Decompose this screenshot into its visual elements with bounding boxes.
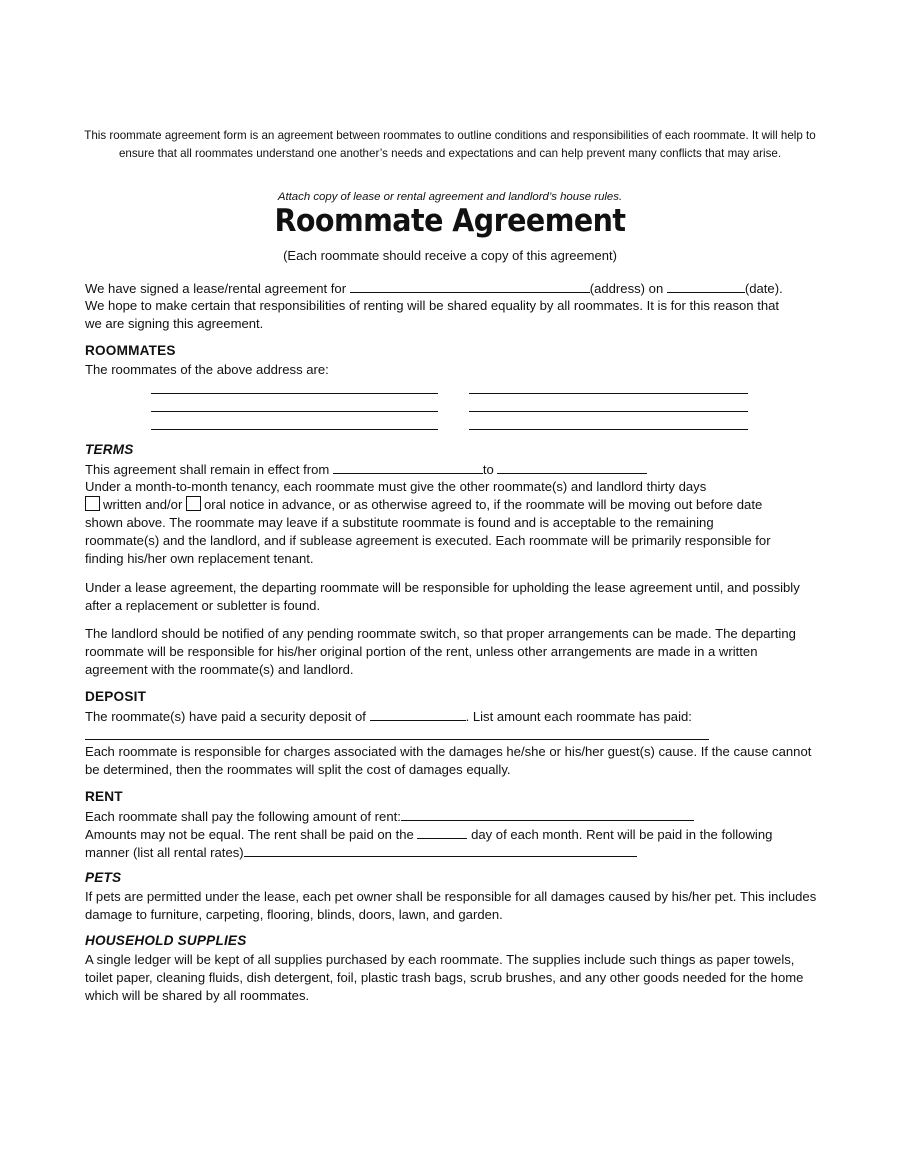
rent-text: manner (list all rental rates) xyxy=(85,845,244,860)
terms-text: to xyxy=(482,462,494,477)
roommate-name-field[interactable] xyxy=(469,411,748,412)
roommate-name-field[interactable] xyxy=(469,393,748,394)
deposit-amount-field[interactable] xyxy=(370,707,466,721)
roommate-name-field[interactable] xyxy=(151,429,438,430)
opening-text: (address) on xyxy=(589,281,664,296)
deposit-line-1 xyxy=(85,707,820,726)
opening-line-1 xyxy=(85,279,820,298)
roommates-text: The roommates of the above address are: xyxy=(85,362,329,377)
terms-paragraph-3: The landlord should be notified of any pending roommate switch, so that proper arrangements can be made. The departing roommate will be responsible for his/her original portion of the rent, unless other arrangements are made in a written agreement with the roommate(s) and landlord. xyxy=(85,626,796,677)
terms-line-6: finding his/her own replacement tenant. xyxy=(85,551,314,566)
oral-notice-checkbox[interactable] xyxy=(186,496,201,511)
opening-text: We have signed a lease/rental agreement for xyxy=(85,281,347,296)
pets-paragraph: If pets are permitted under the lease, each pet owner shall be responsible for all damages caused by his/her pet. This includes damage to furniture, carpeting, flooring, blinds, doors, lawn, and garden. xyxy=(85,889,817,922)
terms-line-4: shown above. The roommate may leave if a substitute roommate is found and is acceptable to the remaining xyxy=(85,515,714,530)
rent-line-3 xyxy=(85,843,820,862)
page-subtitle: (Each roommate should receive a copy of this agreement) xyxy=(283,248,617,263)
opening-line-2: We hope to make certain that responsibilities of renting will be shared equality by all roommates. It is for this reason that xyxy=(85,298,780,313)
terms-heading: TERMS xyxy=(85,442,134,457)
rent-heading: RENT xyxy=(85,789,123,804)
roommates-heading: ROOMMATES xyxy=(85,343,176,358)
terms-text: written and/or xyxy=(103,497,183,512)
rent-text: Amounts may not be equal. The rent shall be paid on the xyxy=(85,827,414,842)
address-field[interactable] xyxy=(350,279,590,293)
deposit-heading: DEPOSIT xyxy=(85,689,147,704)
intro-paragraph: This roommate agreement form is an agreement between roommates to outline conditions and responsibilities of each roommate. It will help to ensure that all roommates understand one another’s needs and expectations and can help prevent many conflicts that may arise. xyxy=(84,129,816,160)
rent-text: Each roommate shall pay the following amount of rent: xyxy=(85,809,401,824)
supplies-paragraph: A single ledger will be kept of all supplies purchased by each roommate. The supplies include such things as paper towels, toilet paper, cleaning fluids, dish detergent, foil, plastic trash bags, scrub brushes, and any other goods needed for the home which will be shared by all roommates. xyxy=(85,952,804,1003)
terms-line-5: roommate(s) and the landlord, and if sublease agreement is executed. Each roommate will be primarily responsible for xyxy=(85,533,771,548)
end-date-field[interactable] xyxy=(497,460,647,474)
roommate-name-field[interactable] xyxy=(151,411,438,412)
rent-amount-field[interactable] xyxy=(401,807,694,821)
terms-text: oral notice in advance, or as otherwise agreed to, if the roommate will be moving out before date xyxy=(203,497,763,512)
pets-heading: PETS xyxy=(85,870,122,885)
start-date-field[interactable] xyxy=(333,460,483,474)
roommate-name-field[interactable] xyxy=(151,393,438,394)
rent-line-2 xyxy=(85,825,820,844)
opening-text: (date). xyxy=(744,281,783,296)
terms-paragraph-2: Under a lease agreement, the departing roommate will be responsible for upholding the lease agreement until, and possibly after a replacement or subletter is found. xyxy=(85,580,800,613)
written-notice-checkbox[interactable] xyxy=(85,496,100,511)
attach-note: Attach copy of lease or rental agreement and landlord’s house rules. xyxy=(277,191,623,203)
terms-text: This agreement shall remain in effect from xyxy=(85,462,330,477)
terms-effect-line xyxy=(85,460,820,479)
deposit-text: . List amount each roommate has paid: xyxy=(465,709,692,724)
date-field[interactable] xyxy=(667,279,745,293)
supplies-heading: HOUSEHOLD SUPPLIES xyxy=(85,933,247,948)
deposit-paragraph: Each roommate is responsible for charges associated with the damages he/she or his/her guest(s) cause. If the cause cannot be determined, then the roommates will split the cost of damages equally. xyxy=(85,744,812,777)
deposit-breakdown-field[interactable] xyxy=(85,739,709,740)
rent-line-1 xyxy=(85,807,820,826)
rent-manner-field[interactable] xyxy=(244,843,637,857)
page-title: Roommate Agreement xyxy=(274,203,626,239)
terms-line-2: Under a month-to-month tenancy, each roommate must give the other roommate(s) and landlord thirty days xyxy=(85,479,707,494)
opening-line-3: we are signing this agreement. xyxy=(85,316,264,331)
deposit-text: The roommate(s) have paid a security deposit of xyxy=(85,709,366,724)
rent-text: day of each month. Rent will be paid in the following xyxy=(471,827,773,842)
roommate-name-field[interactable] xyxy=(469,429,748,430)
rent-day-field[interactable] xyxy=(417,825,467,839)
terms-notice-line xyxy=(85,496,820,514)
